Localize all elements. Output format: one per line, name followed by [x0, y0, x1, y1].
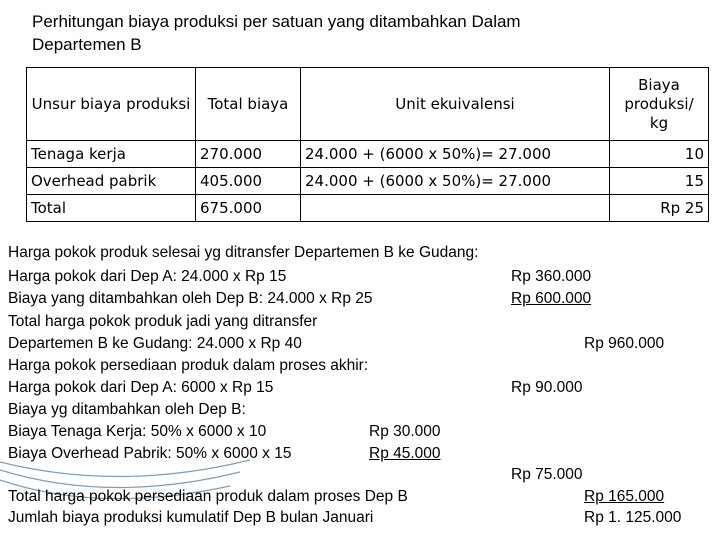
cell-biaya: 15	[610, 168, 709, 195]
text-line: Biaya Overhead Pabrik: 50% x 6000 x 15	[8, 445, 292, 462]
value: Rp 1. 125.000	[584, 509, 682, 526]
cell-total: 675.000	[196, 195, 301, 222]
cell-unit: 24.000 + (6000 x 50%)= 27.000	[301, 141, 610, 168]
cell-unsur: Tenaga kerja	[27, 141, 196, 168]
text-line: Harga pokok produk selesai yg ditransfer Departemen B ke Gudang:	[8, 244, 479, 261]
header-biaya: Biaya produksi/ kg	[610, 68, 709, 141]
value: Rp 165.000	[584, 488, 665, 505]
text-line: Biaya Tenaga Kerja: 50% x 6000 x 10	[8, 423, 267, 440]
text-line: Biaya yg ditambahkan oleh Dep B:	[8, 401, 246, 418]
cell-unsur: Overhead pabrik	[27, 168, 196, 195]
cell-biaya: Rp 25	[610, 195, 709, 222]
text-line: Departemen B ke Gudang: 24.000 x Rp 40	[8, 335, 302, 352]
text-line: Harga pokok dari Dep A: 6000 x Rp 15	[8, 379, 274, 396]
header-unsur: Unsur biaya produksi	[27, 68, 196, 141]
header-total: Total biaya	[196, 68, 301, 141]
text-line: Biaya yang ditambahkan oleh Dep B: 24.000 x Rp 25	[8, 290, 373, 307]
text-line: Jumlah biaya produksi kumulatif Dep B bulan Januari	[8, 509, 374, 526]
text-line: Total harga pokok produk jadi yang ditransfer	[8, 313, 318, 330]
text-line: Harga pokok persediaan produk dalam proses akhir:	[8, 357, 369, 374]
title-line-1: Perhitungan biaya produksi per satuan yang ditambahkan Dalam	[32, 12, 521, 31]
value: Rp 960.000	[584, 335, 665, 352]
value: Rp 30.000	[369, 423, 441, 440]
value: Rp 600.000	[511, 290, 592, 307]
text-line: Harga pokok dari Dep A: 24.000 x Rp 15	[8, 268, 287, 285]
cell-unit: 24.000 + (6000 x 50%)= 27.000	[301, 168, 610, 195]
cell-total: 405.000	[196, 168, 301, 195]
header-unit: Unit ekuivalensi	[301, 68, 610, 141]
value: Rp 90.000	[511, 379, 583, 396]
value: Rp 75.000	[511, 466, 583, 483]
value: Rp 360.000	[511, 268, 592, 285]
text-line: Total harga pokok persediaan produk dalam proses Dep B	[8, 488, 408, 505]
cell-unsur: Total	[27, 195, 196, 222]
cell-biaya: 10	[610, 141, 709, 168]
cell-total: 270.000	[196, 141, 301, 168]
title-line-2: Departemen B	[32, 35, 142, 54]
value: Rp 45.000	[369, 445, 441, 462]
